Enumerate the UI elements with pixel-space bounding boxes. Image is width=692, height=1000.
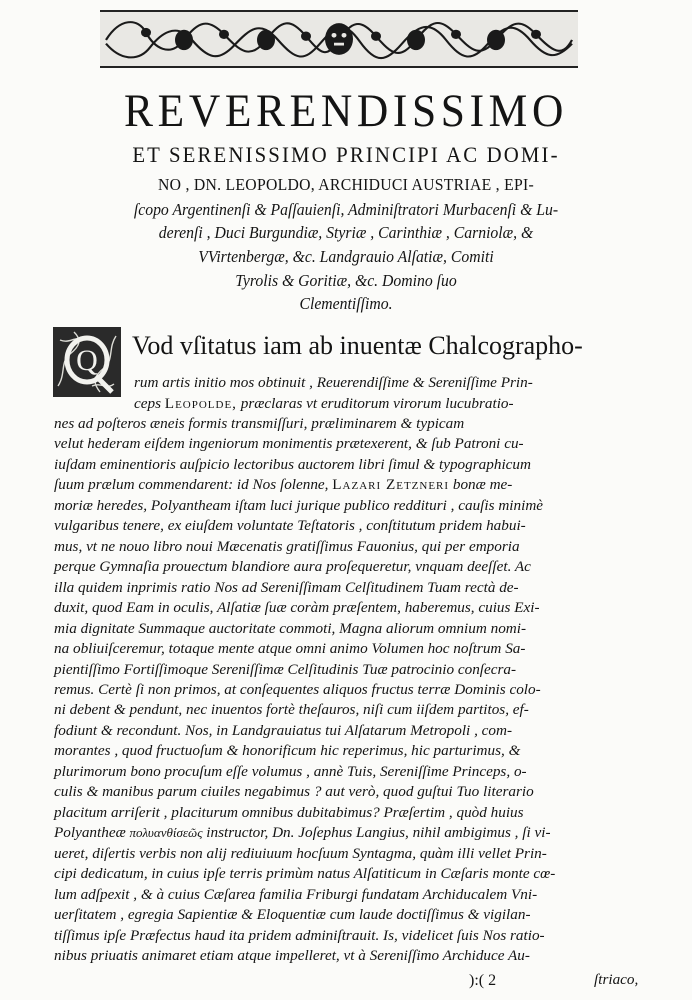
greek-word: πολυανθίσεῶς bbox=[129, 825, 203, 841]
body-line: Vod vſitatus iam ab inuentæ Chalcographo- bbox=[132, 331, 583, 360]
body-line: iuſdam eminentioris auſpicio lectoribus auctorem libri ſimul & typographicum bbox=[54, 455, 531, 473]
body-line: mia dignitate Summaque auctoritate commoti, Magna aliorum omnium nomi- bbox=[54, 619, 527, 637]
body-line: velut hederam eiſdem ingeniorum monimentis prætexerent, & ſub Patroni cu- bbox=[54, 435, 524, 453]
body-line: cipi dedicatum, in cuius ipſe terris primùm natus Alſatiticum in Cæſaris monte cœ- bbox=[54, 865, 556, 883]
initial-letter: Q bbox=[76, 344, 98, 377]
body-line: remus. Certè ſi non primos, at conſequentes aliquos fructus terræ Dominis colo- bbox=[54, 681, 541, 698]
body-line: duxit, quod Eam in oculis, Alſatiæ ſuæ coràm præſentem, haberemus, cuius Exi- bbox=[54, 599, 540, 617]
body-line: placitum arriſerit , placiturum omnibus dubitabimus? Præſertim , quòd huius bbox=[54, 803, 524, 821]
body-line: na obliuiſceremur, totaque mente atque omni animo Volumen hoc noſtrum Sa- bbox=[54, 640, 526, 657]
heading-line: Tyrolis & Goritiæ, &c. Domino ſuo bbox=[235, 271, 457, 290]
heading-line: NO , DN. LEOPOLDO, ARCHIDUCI AUSTRIAE , EPI- bbox=[157, 175, 535, 194]
printer-name: Lazari Zetzneri bbox=[332, 476, 450, 494]
body-text-fragment: instructor, Dn. Joſephus Langius, nihil ambigimus , ſi vi- bbox=[206, 824, 551, 842]
body-line: pientiſſimo Fortiſſimoque Sereniſſimæ Celſitudinis Tuæ patrocinio conſecra- bbox=[54, 660, 517, 678]
body-line: ueret, diſertis verbis non alij rediuiuum hocſuum Syntagma, quàm illi vellet Prin- bbox=[54, 844, 547, 862]
body-line: plurimorum bono procuſum eſſe volumus , annè Tuis, Sereniſſime Princeps, o- bbox=[54, 762, 527, 780]
body-line bbox=[54, 825, 551, 840]
body-line: moriæ heredes, Polyantheam iſtam luci jurique publico reddituri , cauſis minimè bbox=[54, 496, 544, 514]
body-line: ni debent & pendunt, nec inuentos fortè theſauros, niſi cum iiſdem partitos, ef- bbox=[54, 701, 529, 719]
body-line bbox=[134, 396, 514, 411]
body-line: tiſſimus ipſe Præfectus haud ita pridem adminiſtrauit. Is, videlicet ſuis Nos ratio- bbox=[54, 926, 545, 944]
body-line: vulgaribus tenere, ex eiuſdem voluntate Teſtatoris , conſtitutum pridem habui- bbox=[54, 517, 526, 535]
heading-line: ET SERENISSIMO PRINCIPI AC DOMI- bbox=[132, 142, 560, 167]
body-line: nibus priuatis animaret etiam atque impelleret, vt à Sereniſſimo Archiduce Au- bbox=[54, 947, 530, 964]
heading-line: Clementiſſimo. bbox=[299, 294, 393, 313]
body-line: lum adſpexit , & à cuius Cæſarea familia Friburgi fundatam Archiducalem Vni- bbox=[54, 885, 538, 903]
body-line bbox=[54, 477, 512, 492]
dedication-title: REVERENDISSIMO bbox=[124, 85, 568, 137]
body-text-fragment: bonæ me- bbox=[452, 476, 513, 494]
body-text-fragment: ceps bbox=[134, 394, 161, 412]
body-text-fragment: præclaras vt eruditorum virorum lucubratio- bbox=[240, 394, 514, 412]
body-line: nes ad poſteros æneis formis transmiſſuri, præliminarem & typicam bbox=[54, 414, 465, 432]
body-line: mus, vt ne nouo libro noui Mæcenatis gratiſſimus Fauonius, qui per emporia bbox=[54, 537, 520, 555]
signature-mark: ):( bbox=[469, 972, 485, 989]
body-line: uerſitatem , egregia Sapientiæ & Eloquentiæ cum laude doctiſſimus & vigilan- bbox=[54, 906, 531, 924]
decorated-initial-q bbox=[52, 326, 122, 398]
addressee-name: Leopolde, bbox=[164, 394, 237, 412]
body-line: rum artis initio mos obtinuit , Reuerendiſſime & Sereniſſime Prin- bbox=[134, 374, 533, 391]
heading-line: VVirtenbergæ, &c. Landgrauio Alſatiæ, Comiti bbox=[198, 247, 494, 266]
body-text-fragment: Polyantheæ bbox=[54, 824, 126, 842]
heading-line: ſcopo Argentinenſi & Paſſauienſi, Adminiſtratori Murbacenſi & Lu- bbox=[133, 200, 559, 219]
body-line: culis & manibus parum ciuiles negabimus ? aut verò, quod guſtui Tuo literario bbox=[54, 783, 534, 801]
body-line: fodiunt & recondunt. Nos, in Landgrauiatus tui Alſatarum Metropoli , com- bbox=[54, 721, 513, 739]
page-number bbox=[469, 972, 496, 990]
body-line: perque Gymnaſia prouectum blandiore aura proſequeretur, vnquam deeſſet. Ac bbox=[54, 558, 531, 576]
heading-line: derenſi , Duci Burgundiæ, Styriæ , Carinthiæ , Carniolæ, & bbox=[158, 223, 534, 242]
body-text-fragment: ſuum prælum commendarent: id Nos ſolenne, bbox=[54, 476, 329, 494]
body-line: illa quidem inprimis ratio Nos ad Sereniſſimam Celſitudinem Tuam rectà de- bbox=[54, 578, 519, 596]
page-number-value: 2 bbox=[488, 972, 497, 989]
catchword: ſtriaco, bbox=[594, 971, 639, 988]
body-line: morantes , quod fructuoſum & honorificum hic reperimus, hic parturimus, & bbox=[54, 742, 521, 760]
ornamental-headpiece bbox=[100, 10, 578, 68]
